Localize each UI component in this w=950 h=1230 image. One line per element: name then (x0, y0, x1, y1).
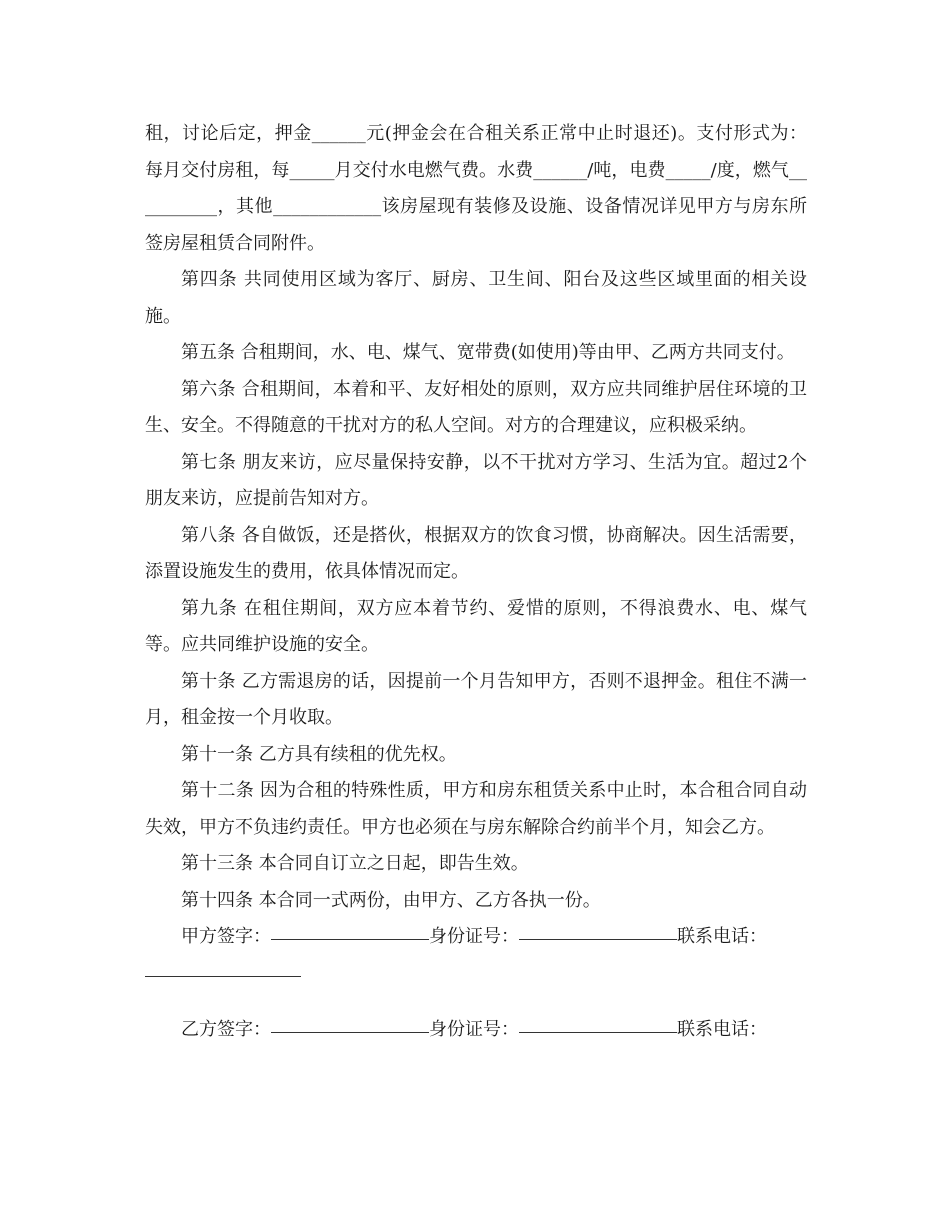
party-a-signature-row (145, 919, 807, 956)
clause-continuation: 租，讨论后定，押金______元(押金会在合租关系正常中止时退还)。支付形式为：每月交付房租，每_____月交付水电燃气费。水费______/吨，电费_____/度，燃气__________，其他____________该房屋现有装修及设施、设备情况详见甲方与房东所签房屋租赁合同附件。 (145, 123, 807, 254)
clause-8: 第八条 各自做饭，还是搭伙，根据双方的饮食习惯，协商解决。因生活需要，添置设施发生的费用，依具体情况而定。 (145, 524, 807, 582)
clause-7: 第七条 朋友来访，应尽量保持安静，以不干扰对方学习、生活为宜。超过2个朋友来访，应提前告知对方。 (145, 451, 807, 509)
clause-6: 第六条 合租期间，本着和平、友好相处的原则，双方应共同维护居住环境的卫生、安全。不得随意的干扰对方的私人空间。对方的合理建议，应积极采纳。 (145, 378, 807, 436)
party-a-phone-blank[interactable] (145, 975, 301, 977)
clause-9: 第九条 在租住期间，双方应本着节约、爱惜的原则，不得浪费水、电、煤气等。应共同维护设施的安全。 (145, 597, 807, 655)
party-b-id-blank[interactable] (519, 1031, 677, 1033)
clause-4: 第四条 共同使用区域为客厅、厨房、卫生间、阳台及这些区域里面的相关设施。 (145, 269, 807, 327)
clause-14: 第十四条 本合同一式两份，由甲方、乙方各执一份。 (181, 889, 601, 911)
party-b-phone-label: 联系电话： (677, 1019, 767, 1040)
party-b-sign-label: 乙方签字： (181, 1019, 271, 1040)
party-b-id-label: 身份证号： (429, 1019, 519, 1040)
party-b-sign-blank[interactable] (271, 1031, 429, 1033)
party-a-id-label: 身份证号： (429, 926, 519, 947)
signature-gap (145, 992, 807, 1012)
party-b-signature-row (145, 1012, 807, 1049)
clause-10: 第十条 乙方需退房的话，因提前一个月告知甲方，否则不退押金。租住不满一月，租金按一个月收取。 (145, 670, 807, 728)
clause-5: 第五条 合租期间，水、电、煤气、宽带费(如使用)等由甲、乙两方共同支付。 (181, 342, 795, 363)
party-a-id-blank[interactable] (519, 938, 677, 940)
clause-11: 第十一条 乙方具有续租的优先权。 (181, 743, 457, 765)
contract-body (145, 116, 807, 1049)
party-a-phone-row (145, 956, 807, 993)
clause-13: 第十三条 本合同自订立之日起，即告生效。 (181, 853, 529, 874)
party-a-sign-blank[interactable] (271, 938, 429, 940)
clause-12: 第十二条 因为合租的特殊性质，甲方和房东租赁关系中止时，本合租合同自动失效，甲方不负违约责任。甲方也必须在与房东解除合约前半个月，知会乙方。 (145, 780, 807, 838)
party-a-sign-label: 甲方签字： (181, 926, 271, 947)
party-a-phone-label: 联系电话： (677, 926, 767, 947)
